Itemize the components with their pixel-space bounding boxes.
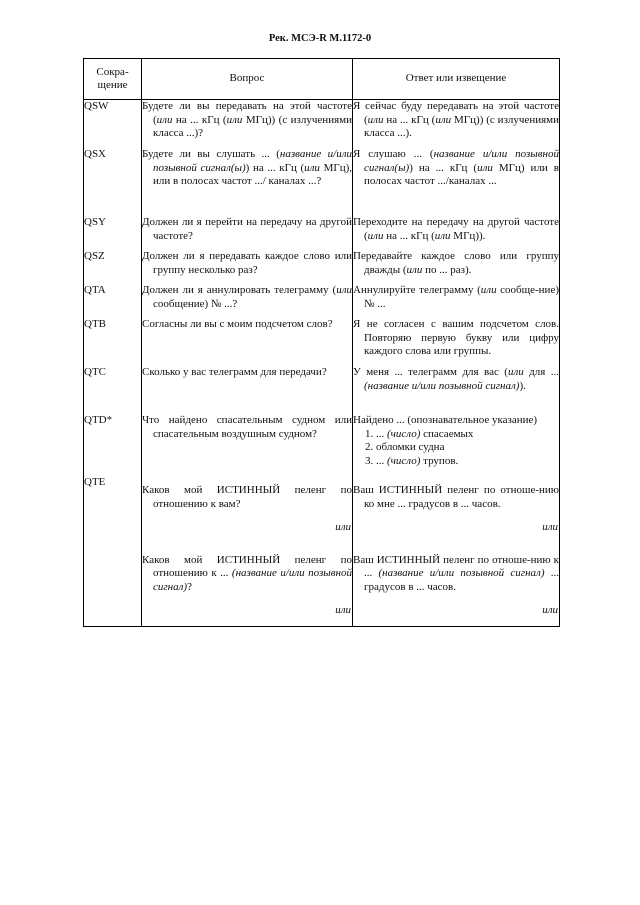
question-cell: Каков мой ИСТИННЫЙ пеленг по отношению к вам? или Каков мой ИСТИННЫЙ пеленг по отношению к ... (название и/или позывной сигнал)? или — [142, 476, 353, 626]
table-row-qtd — [84, 414, 560, 476]
table-row-qsw — [84, 100, 560, 149]
answer-cell: Передавайте каждое слово или группу дважды (или по ... раз). — [353, 250, 560, 284]
code-cell: QSW — [84, 100, 142, 149]
column-header-answer: Ответ или извещение — [353, 59, 560, 100]
answer-cell: Переходите на передачу на другой частоте (или на ... кГц (или МГц)). — [353, 216, 560, 250]
code-cell: QTC — [84, 366, 142, 414]
question-cell: Сколько у вас телеграмм для передачи? — [142, 366, 353, 414]
table-row-qsx — [84, 148, 560, 216]
question-cell: Должен ли я перейти на передачу на другой частоте? — [142, 216, 353, 250]
table-row-qsz — [84, 250, 560, 284]
code-cell: QSZ — [84, 250, 142, 284]
page-header: Рек. МСЭ-R M.1172-0 — [268, 33, 372, 44]
answer-cell: Я слушаю ... (название и/или позывной сигнал(ы)) на ... кГц (или МГц) или в полосах частот .../каналах ... — [353, 148, 560, 216]
question-cell: Должен ли я аннулировать телеграмму (или сообщение) № ...? — [142, 284, 353, 318]
answer-cell: Ваш ИСТИННЫЙ пеленг по отноше-нию ко мне ... градусов в ... часов. или Ваш ИСТИННЫЙ пеленг по отноше-нию к ... (название и/или позывной сигнал) ... градусов в ... часов. или — [353, 476, 560, 626]
column-header-code: Сокра- щение — [84, 59, 142, 100]
code-cell: QSX — [84, 148, 142, 216]
answer-cell: Найдено ... (опознавательное указание) 1. ... (число) спасаемых 2. обломки судна 3. ... (число) трупов. — [353, 414, 560, 476]
table-row-qtc — [84, 366, 560, 414]
code-cell: QTA — [84, 284, 142, 318]
answer-cell: У меня ... телеграмм для вас (или для ... (название и/или позывной сигнал)). — [353, 366, 560, 414]
q-code-table — [83, 58, 560, 627]
question-cell: Будете ли вы передавать на этой частоте (или на ... кГц (или МГц)) (с излучениями класса ...)? — [142, 100, 353, 149]
question-cell: Должен ли я передавать каждое слово или группу несколько раз? — [142, 250, 353, 284]
table-row-qtb — [84, 318, 560, 366]
answer-cell: Я не согласен с вашим подсчетом слов. Повторяю первую букву или цифру каждого слова или группы. — [353, 318, 560, 366]
answer-cell: Аннулируйте телеграмму (или сообще-ние) № ... — [353, 284, 560, 318]
table-header-row — [84, 59, 560, 100]
code-cell: QTB — [84, 318, 142, 366]
table-row-qta — [84, 284, 560, 318]
column-header-question: Вопрос — [142, 59, 353, 100]
code-cell: QTE — [84, 476, 142, 626]
question-cell: Что найдено спасательным судном или спасательным воздушным судном? — [142, 414, 353, 476]
code-cell: QTD* — [84, 414, 142, 476]
table-row-qsy — [84, 216, 560, 250]
code-cell: QSY — [84, 216, 142, 250]
question-cell: Будете ли вы слушать ... (название и/или позывной сигнал(ы)) на ... кГц (или МГц), или в полосах частот .../ каналах ...? — [142, 148, 353, 216]
table-row-qte — [84, 476, 560, 626]
answer-cell: Я сейчас буду передавать на этой частоте (или на ... кГц (или МГц)) (с излучениями класса ...). — [353, 100, 560, 149]
question-cell: Согласны ли вы с моим подсчетом слов? — [142, 318, 353, 366]
